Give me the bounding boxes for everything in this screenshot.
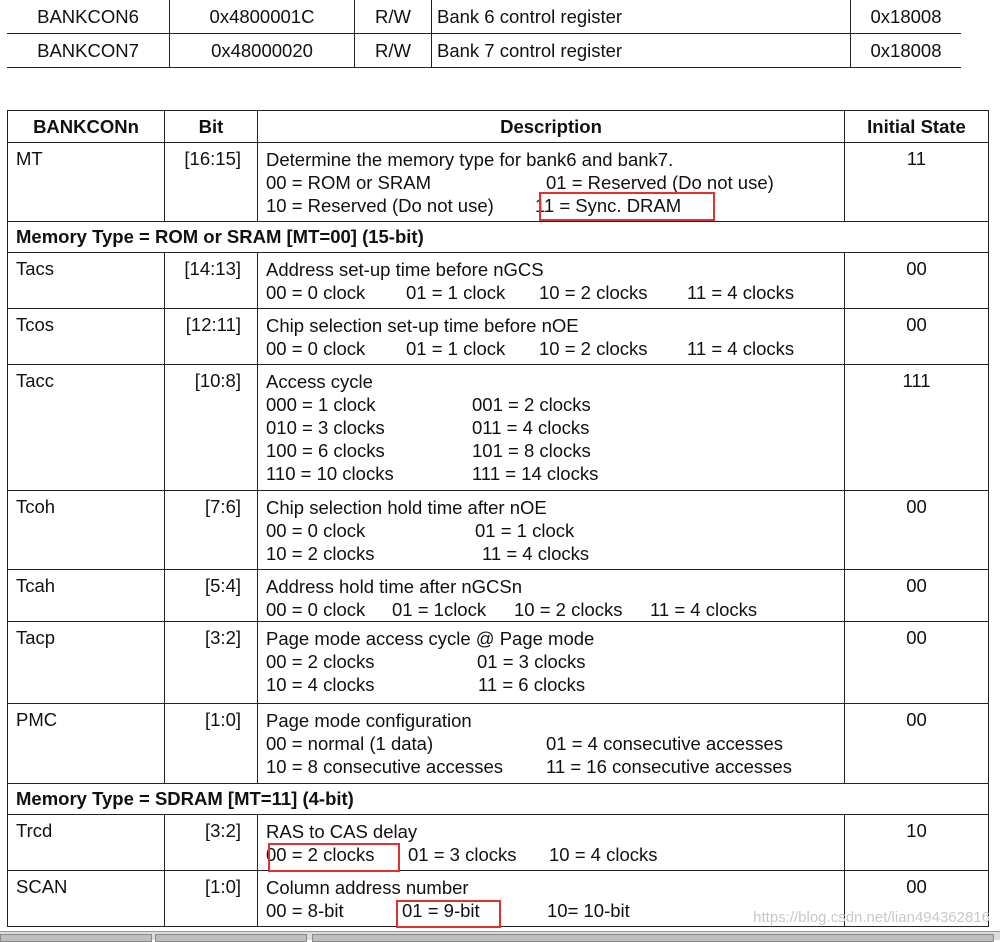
- desc-option: 011 = 4 clocks: [472, 417, 590, 438]
- field-name: Trcd: [8, 815, 165, 871]
- desc-option: 00 = 0 clock: [266, 599, 366, 620]
- field-name: Tcoh: [8, 491, 165, 570]
- desc-title: Access cycle: [266, 371, 373, 392]
- field-name: Tacp: [8, 622, 165, 704]
- desc-option: 101 = 8 clocks: [472, 440, 591, 461]
- desc-title: Page mode configuration: [266, 710, 472, 731]
- desc-option: 10 = 8 consecutive accesses: [266, 756, 504, 777]
- desc-option: 00 = 0 clock: [266, 520, 366, 541]
- desc-option: 00 = 0 clock: [266, 282, 366, 303]
- desc-title: Chip selection set-up time before nOE: [266, 315, 579, 336]
- desc-option: 00 = 2 clocks: [266, 844, 375, 865]
- desc-option: 110 = 10 clocks: [266, 463, 394, 484]
- desc-option: 100 = 6 clocks: [266, 440, 385, 461]
- field-initial-state: 00: [845, 253, 989, 309]
- desc-option: 11 = Sync. DRAM: [535, 195, 682, 216]
- field-initial-state: 10: [845, 815, 989, 871]
- bankcon-table: [7, 110, 989, 927]
- desc-option: 11 = 6 clocks: [478, 674, 586, 695]
- desc-option: 10 = 2 clocks: [539, 338, 648, 359]
- header-bit: Bit: [165, 111, 258, 143]
- desc-option: 01 = 3 clocks: [477, 651, 586, 672]
- register-address: 0x48000020: [170, 34, 355, 68]
- taskbar-button[interactable]: [155, 934, 307, 942]
- register-access: R/W: [355, 34, 432, 68]
- desc-option: 00 = 8-bit: [266, 900, 344, 921]
- field-name: MT: [8, 143, 165, 222]
- desc-option: 00 = 2 clocks: [266, 651, 375, 672]
- desc-option: 10= 10-bit: [547, 900, 630, 921]
- desc-option: 10 = Reserved (Do not use): [266, 195, 494, 216]
- desc-option: 11 = 16 consecutive accesses: [546, 756, 792, 777]
- table-row: [8, 704, 989, 784]
- desc-option: 10 = 4 clocks: [549, 844, 658, 865]
- desc-option: 11 = 4 clocks: [687, 282, 795, 303]
- field-bit: [16:15]: [165, 143, 258, 222]
- register-description: Bank 7 control register: [432, 34, 851, 68]
- desc-option: 10 = 2 clocks: [266, 543, 375, 564]
- desc-option: 111 = 14 clocks: [472, 463, 599, 484]
- field-description: [258, 365, 845, 491]
- desc-option: 000 = 1 clock: [266, 394, 376, 415]
- header-initial-state: Initial State: [845, 111, 989, 143]
- field-bit: [1:0]: [165, 704, 258, 784]
- desc-option: 11 = 4 clocks: [482, 543, 590, 564]
- taskbar-button[interactable]: [0, 934, 152, 942]
- field-name: Tcah: [8, 570, 165, 622]
- taskbar-button[interactable]: [312, 934, 994, 942]
- header-name: BANKCONn: [8, 111, 165, 143]
- field-name: SCAN: [8, 871, 165, 927]
- desc-title: Determine the memory type for bank6 and bank7.: [266, 149, 674, 170]
- field-bit: [10:8]: [165, 365, 258, 491]
- register-reset-value: 0x18008: [851, 34, 962, 68]
- section-heading-sdram: Memory Type = SDRAM [MT=11] (4-bit): [8, 784, 989, 815]
- desc-option: 01 = 3 clocks: [408, 844, 517, 865]
- desc-option: 10 = 2 clocks: [539, 282, 648, 303]
- field-initial-state: 11: [845, 143, 989, 222]
- desc-title: Column address number: [266, 877, 469, 898]
- register-description: Bank 6 control register: [432, 0, 851, 34]
- table-row: [8, 815, 989, 871]
- field-initial-state: 00: [845, 309, 989, 365]
- field-initial-state: 00: [845, 704, 989, 784]
- section-row: [8, 222, 989, 253]
- desc-option: 01 = 1 clock: [406, 282, 506, 303]
- field-description: [258, 570, 845, 622]
- field-name: Tacc: [8, 365, 165, 491]
- field-description: [258, 143, 845, 222]
- field-description: [258, 622, 845, 704]
- watermark: https://blog.csdn.net/lian494362816: [753, 909, 990, 926]
- table-row: [7, 0, 961, 34]
- desc-title: Address hold time after nGCSn: [266, 576, 523, 597]
- table-row: [8, 365, 989, 491]
- field-bit: [5:4]: [165, 570, 258, 622]
- desc-option: 10 = 2 clocks: [514, 599, 623, 620]
- field-initial-state: 111: [845, 365, 989, 491]
- desc-option: 010 = 3 clocks: [266, 417, 385, 438]
- section-row: [8, 784, 989, 815]
- desc-option: 10 = 4 clocks: [266, 674, 375, 695]
- table-row: [8, 491, 989, 570]
- table-row: [8, 309, 989, 365]
- field-description: [258, 309, 845, 365]
- desc-option: 11 = 4 clocks: [687, 338, 795, 359]
- desc-title: Page mode access cycle @ Page mode: [266, 628, 595, 649]
- field-bit: [1:0]: [165, 871, 258, 927]
- table-row: [8, 253, 989, 309]
- desc-option: 00 = normal (1 data): [266, 733, 434, 754]
- desc-option: 11 = 4 clocks: [650, 599, 758, 620]
- desc-option: 00 = 0 clock: [266, 338, 366, 359]
- desc-option: 01 = 9-bit: [402, 900, 480, 921]
- header-description: Description: [258, 111, 845, 143]
- desc-title: RAS to CAS delay: [266, 821, 418, 842]
- desc-option: 01 = 4 consecutive accesses: [546, 733, 784, 754]
- field-initial-state: 00: [845, 871, 989, 927]
- field-description: [258, 704, 845, 784]
- register-name: BANKCON6: [7, 0, 170, 34]
- section-heading-rom-sram: Memory Type = ROM or SRAM [MT=00] (15-bit): [8, 222, 989, 253]
- field-description: [258, 815, 845, 871]
- field-bit: [3:2]: [165, 815, 258, 871]
- desc-option: 00 = ROM or SRAM: [266, 172, 432, 193]
- field-bit: [7:6]: [165, 491, 258, 570]
- field-initial-state: 00: [845, 570, 989, 622]
- field-bit: [3:2]: [165, 622, 258, 704]
- desc-option: 001 = 2 clocks: [472, 394, 591, 415]
- table-header-row: [8, 111, 989, 143]
- field-name: PMC: [8, 704, 165, 784]
- desc-option: 01 = 1 clock: [406, 338, 506, 359]
- desc-option: 01 = 1 clock: [475, 520, 575, 541]
- table-row: [8, 622, 989, 704]
- desc-option: 01 = Reserved (Do not use): [546, 172, 774, 193]
- field-bit: [14:13]: [165, 253, 258, 309]
- register-access: R/W: [355, 0, 432, 34]
- field-description: [258, 491, 845, 570]
- field-description: [258, 253, 845, 309]
- desc-title: Address set-up time before nGCS: [266, 259, 544, 280]
- field-initial-state: 00: [845, 491, 989, 570]
- desc-option: 01 = 1clock: [392, 599, 487, 620]
- table-row: [8, 570, 989, 622]
- field-initial-state: 00: [845, 622, 989, 704]
- register-name: BANKCON7: [7, 34, 170, 68]
- register-reset-value: 0x18008: [851, 0, 962, 34]
- table-row: [8, 143, 989, 222]
- field-name: Tacs: [8, 253, 165, 309]
- field-bit: [12:11]: [165, 309, 258, 365]
- desc-title: Chip selection hold time after nOE: [266, 497, 547, 518]
- table-row: [7, 34, 961, 68]
- register-table: [7, 0, 961, 68]
- field-name: Tcos: [8, 309, 165, 365]
- register-address: 0x4800001C: [170, 0, 355, 34]
